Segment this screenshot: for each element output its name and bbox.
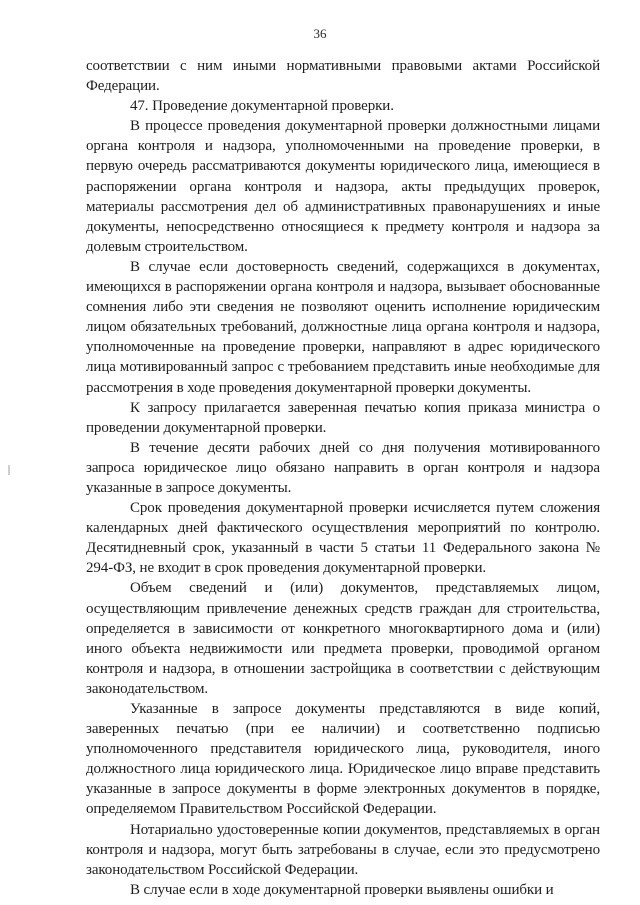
paragraph: В течение десяти рабочих дней со дня получения мотивированного запроса юридическое лицо обязано направить в орган контроля и надзора указанные в запросе документы. [86,439,600,496]
paragraph: Нотариально удостоверенные копии документов, представляемых в орган контроля и надзора, могут быть затребованы в случае, если это предусмотрено законодательством Российской Федерации. [86,821,600,878]
binding-mark [8,465,10,475]
paragraph: Срок проведения документарной проверки исчисляется путем сложения календарных дней фактического осуществления мероприятий по контролю. Десятидневный срок, указанный в части 5 статьи 11 Федерального закона № 294-ФЗ, не входит в срок проведения документарной проверки. [86,500,600,577]
paragraph: В процессе проведения документарной проверки должностными лицами органа контроля и надзора, уполномоченными на проведение проверки, в первую очередь рассматриваются документы юридического лица, имеющиеся в распоряжении органа контроля и надзора, акты предыдущих проверок, материалы рассмотрения дел об административных правонарушениях и иные документы, непосредственно относящиеся к предмету контроля и надзора за долевым строительством. [86,118,600,255]
paragraph-continuation: соответствии с ним иными нормативными правовыми актами Российской Федерации. [86,58,600,95]
paragraph: В случае если в ходе документарной проверки выявлены ошибки и [130,881,554,898]
paragraph: К запросу прилагается заверенная печатью копия приказа министра о проведении документарной проверки. [86,399,600,436]
paragraph: Указанные в запросе документы представляются в виде копий, заверенных печатью (при ее наличии) и соответственно подписью уполномоченного представителя юридического лица, руководителя, иного должностного лица юридического лица. Юридическое лицо вправе представить указанные в запросе документы в форме электронных документов в порядке, определяемом Правительством Российской Федерации. [86,701,600,818]
page-number: 36 [313,26,327,41]
paragraph: В случае если достоверность сведений, содержащихся в документах, имеющихся в распоряжении органа контроля и надзора, вызывает обоснованные сомнения либо эти сведения не позволяют оценить исполнение юридическим лицом обязательных требований, должностные лица органа контроля и надзора, уполномоченные на проведение проверки, направляют в адрес юридического лица мотивированный запрос с требованием представить иные необходимые для рассмотрения в ходе проведения документарной проверки документы. [86,258,600,396]
section-heading: 47. Проведение документарной проверки. [130,98,394,115]
paragraph: Объем сведений и (или) документов, представляемых лицом, осуществляющим привлечение денежных средств граждан для строительства, определяется в зависимости от конкретного многоквартирного дома и (или) иного объекта недвижимости или предмета проверки, проводимой органом контроля и надзора, в отношении застройщика в соответствии с действующим законодательством. [86,580,600,697]
document-body [86,56,600,900]
